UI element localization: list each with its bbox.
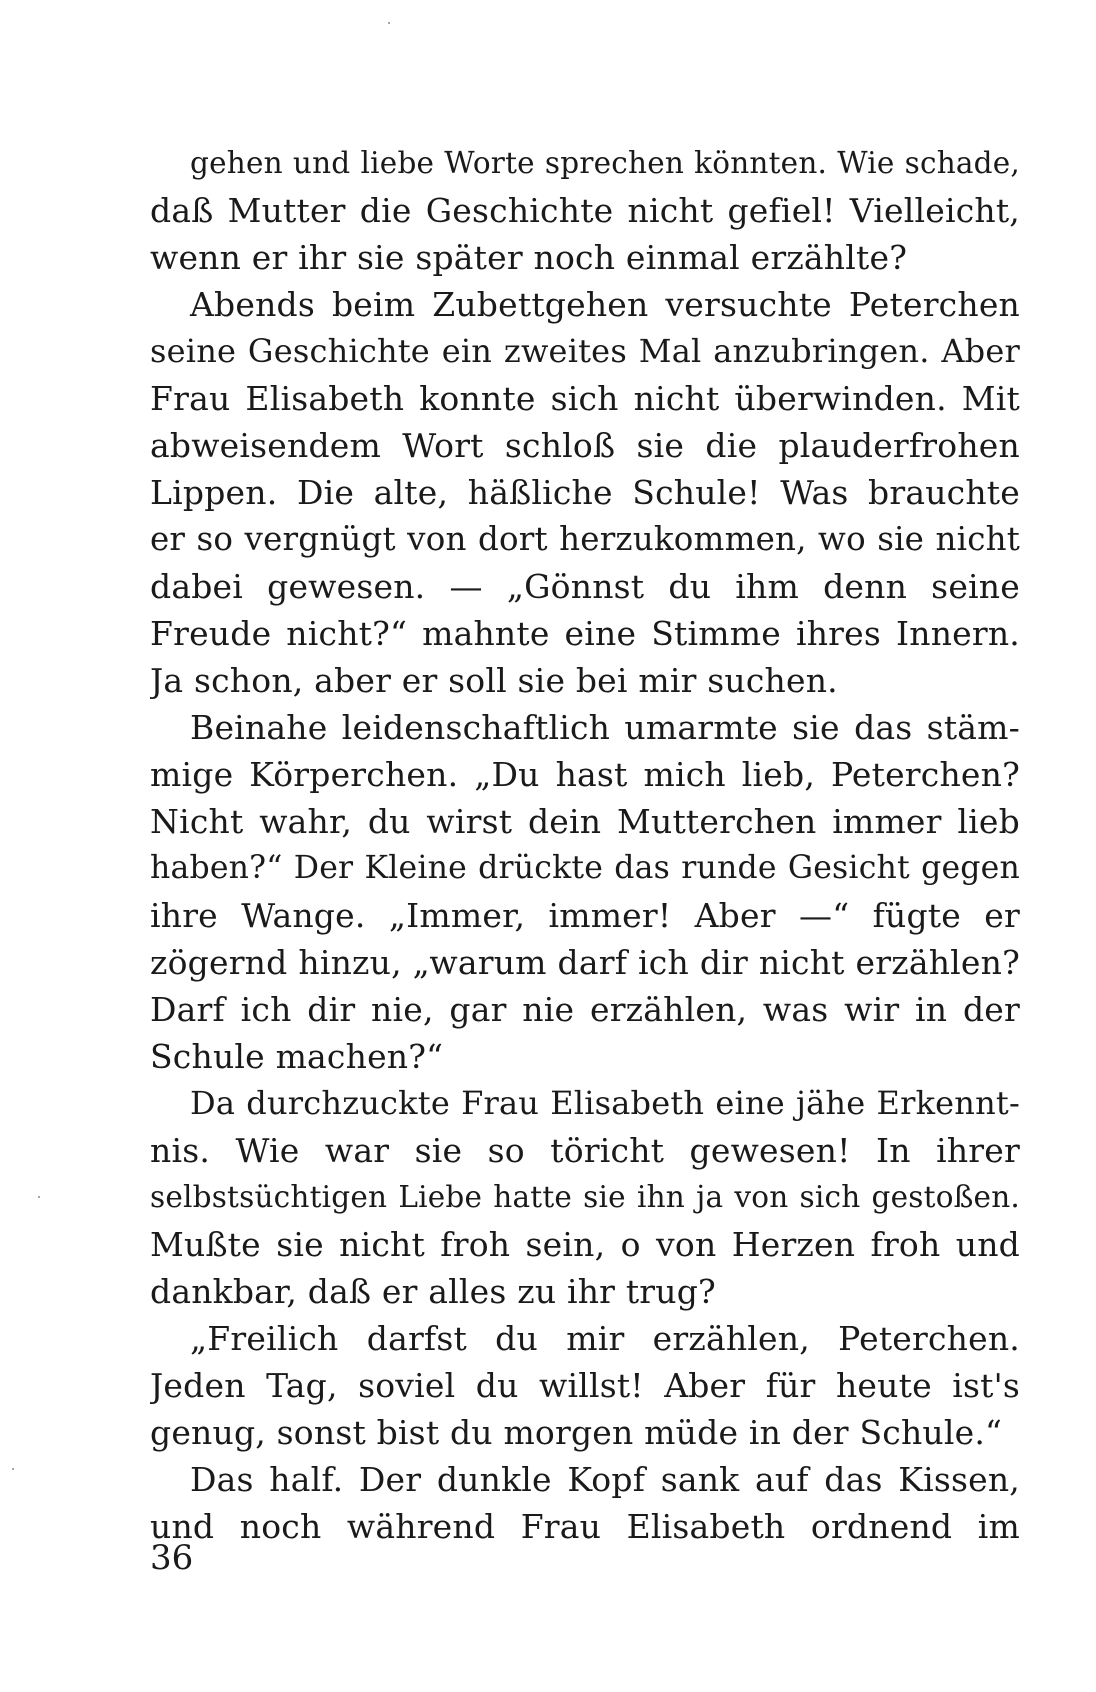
page-number: 36: [150, 1538, 194, 1578]
text-line: gehen und liebe Worte sprechen könnten. Wie schade,: [190, 146, 1020, 180]
text-line: „Freilich darfst du mir erzählen, Peterchen.: [190, 1319, 1020, 1358]
text-line: und noch während Frau Elisabeth ordnend im: [150, 1507, 1020, 1546]
text-line: Mußte sie nicht froh sein, o von Herzen froh und: [150, 1225, 1020, 1264]
text-line: Das half. Der dunkle Kopf sank auf das Kissen,: [190, 1460, 1020, 1499]
text-line: dabei gewesen. — „Gönnst du ihm denn seine: [150, 567, 1020, 606]
text-line: dankbar, daß er alles zu ihr trug?: [150, 1272, 716, 1311]
text-line: Jeden Tag, soviel du willst! Aber für heute ist's: [150, 1366, 1020, 1405]
text-line: zögernd hinzu, „warum darf ich dir nicht erzählen?: [150, 943, 1020, 982]
text-line: Lippen. Die alte, häßliche Schule! Was brauchte: [150, 473, 1020, 512]
text-line: Frau Elisabeth konnte sich nicht überwinden. Mit: [150, 379, 1020, 418]
paper-speck: [12, 1468, 14, 1470]
text-line: selbstsüchtigen Liebe hatte sie ihn ja von sich gestoßen.: [150, 1180, 1020, 1214]
text-line: haben?“ Der Kleine drückte das runde Gesicht gegen: [150, 850, 1020, 886]
paper-speck: [38, 1196, 40, 1198]
text-line: nis. Wie war sie so töricht gewesen! In ihrer: [150, 1131, 1020, 1170]
text-line: Freude nicht?“ mahnte eine Stimme ihres Innern.: [150, 614, 1020, 653]
text-line: Nicht wahr, du wirst dein Mutterchen immer lieb: [150, 802, 1020, 841]
text-line: Ja schon, aber er soll sie bei mir suchen.: [150, 661, 838, 700]
text-line: seine Geschichte ein zweites Mal anzubringen. Aber: [150, 332, 1020, 370]
text-line: Schule machen?“: [150, 1037, 444, 1076]
text-line: abweisendem Wort schloß sie die plauderfrohen: [150, 426, 1020, 465]
text-line: ihre Wange. „Immer, immer! Aber —“ fügte er: [150, 896, 1020, 935]
text-line: er so vergnügt von dort herzukommen, wo sie nicht: [150, 520, 1020, 558]
text-line: Beinahe leidenschaftlich umarmte sie das stäm-: [190, 708, 1020, 747]
paper-speck: [388, 22, 390, 24]
text-line: daß Mutter die Geschichte nicht gefiel! Vielleicht,: [150, 191, 1020, 230]
text-line: Abends beim Zubettgehen versuchte Peterchen: [190, 285, 1020, 324]
text-line: genug, sonst bist du morgen müde in der Schule.“: [150, 1413, 1003, 1452]
text-line: wenn er ihr sie später noch einmal erzählte?: [150, 238, 908, 277]
text-line: Darf ich dir nie, gar nie erzählen, was wir in der: [150, 990, 1020, 1029]
text-line: Da durchzuckte Frau Elisabeth eine jähe Erkennt-: [190, 1084, 1020, 1122]
body-text: [150, 140, 1020, 1550]
text-line: mige Körperchen. „Du hast mich lieb, Peterchen?: [150, 755, 1020, 794]
